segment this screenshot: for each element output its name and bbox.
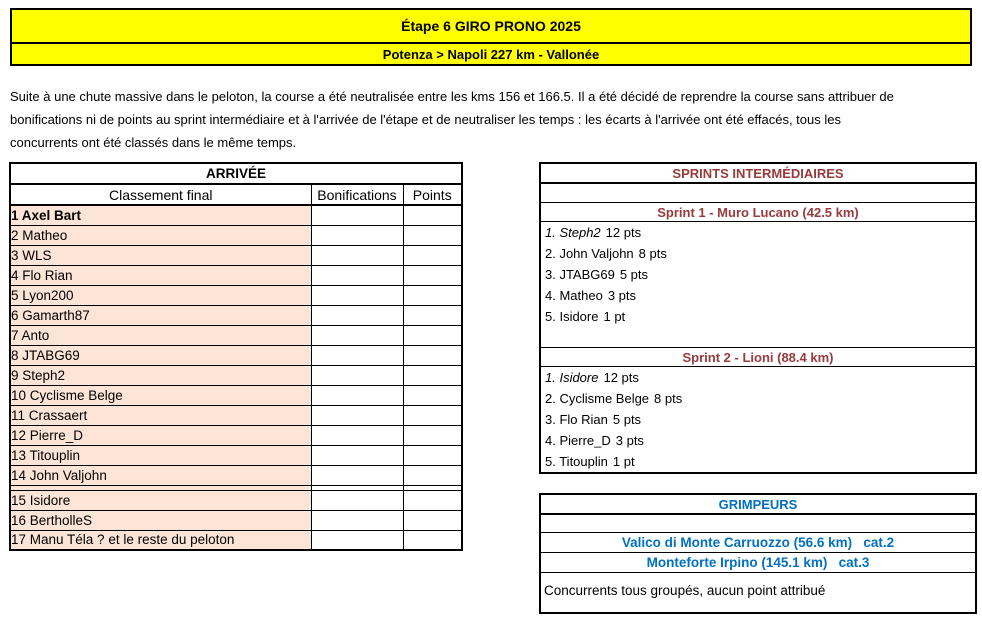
table-row: [10, 405, 462, 425]
arrivee-header-row: [10, 184, 462, 205]
sprint-item: [541, 243, 975, 264]
rider-name-cell: 10 Cyclisme Belge: [10, 385, 311, 405]
table-row: [10, 345, 462, 365]
points-cell: [403, 530, 462, 550]
rider-name-cell: 1 Axel Bart: [10, 205, 311, 225]
points-cell: [403, 265, 462, 285]
sprint1-header: Sprint 1 - Muro Lucano (42.5 km): [541, 202, 975, 222]
points-cell: [403, 285, 462, 305]
bonifications-cell: [311, 265, 403, 285]
climb-row: Monteforte Irpino (145.1 km) cat.3: [541, 553, 975, 573]
points-cell: [403, 325, 462, 345]
empty-row: [541, 327, 975, 347]
rider-name-cell: 3 WLS: [10, 245, 311, 265]
sprint-item-rank-name: 1. Isidore: [545, 370, 599, 385]
sprint-item-rank-name: 5. Isidore: [545, 309, 599, 324]
intro-paragraph: [10, 85, 972, 154]
rider-name-cell: 5 Lyon200: [10, 285, 311, 305]
bonifications-cell: [311, 530, 403, 550]
sprint-item: [541, 264, 975, 285]
sprint2-header: Sprint 2 - Lioni (88.4 km): [541, 347, 975, 367]
table-row: [10, 245, 462, 265]
sprint-item: [541, 367, 975, 388]
sprint1-list: [541, 222, 975, 327]
arrivee-table: [9, 162, 463, 551]
points-cell: [403, 345, 462, 365]
sprint-item-points: 1 pt: [612, 454, 635, 469]
sprint-item-rank-name: 3. Flo Rian: [545, 412, 608, 427]
sprint-item-points: 3 pts: [615, 433, 644, 448]
bonifications-cell: [311, 305, 403, 325]
bonifications-cell: [311, 405, 403, 425]
table-row: [10, 305, 462, 325]
rider-name-cell: 11 Crassaert: [10, 405, 311, 425]
sprint-item-points: 5 pts: [612, 412, 642, 427]
sprint2-list: [541, 367, 975, 472]
arrivee-title-row: [10, 163, 462, 184]
sprint-item-points: 5 pts: [619, 267, 649, 282]
stage-subtitle: Potenza > Napoli 227 km - Vallonée: [382, 46, 600, 62]
grimpeurs-note: Concurrents tous groupés, aucun point attribué: [544, 583, 826, 598]
points-cell: [403, 510, 462, 530]
sprint-item: [541, 285, 975, 306]
sprint-item: [541, 306, 975, 327]
sprint-item-points: 3 pts: [607, 288, 637, 303]
table-row: [10, 365, 462, 385]
points-cell: [403, 385, 462, 405]
sprints-title: SPRINTS INTERMÉDIAIRES: [541, 164, 975, 184]
points-cell: [403, 445, 462, 465]
sprint-item-rank-name: 5. Titouplin: [545, 454, 608, 469]
sprint-item: [541, 388, 975, 409]
col-points: Points: [403, 184, 462, 205]
bonifications-cell: [311, 225, 403, 245]
rider-name-cell: 8 JTABG69: [10, 345, 311, 365]
rider-name-cell: 15 Isidore: [10, 490, 311, 510]
points-cell: [403, 225, 462, 245]
stage-banner: [10, 8, 972, 66]
intro-line: bonifications ni de points au sprint intermédiaire et à l'arrivée de l'étape et de neutraliser les temps : les écarts à l'arrivée ont été effacés, tous les: [10, 112, 841, 127]
rider-name-cell: 12 Pierre_D: [10, 425, 311, 445]
bonifications-cell: [311, 325, 403, 345]
stage-title: Étape 6 GIRO PRONO 2025: [12, 10, 970, 44]
bonifications-cell: [311, 510, 403, 530]
bonifications-cell: [311, 245, 403, 265]
points-cell: [403, 245, 462, 265]
rider-name-cell: 13 Titouplin: [10, 445, 311, 465]
rider-name-cell: 17 Manu Téla ? et le reste du peloton: [10, 530, 311, 550]
col-bonifications: Bonifications: [311, 184, 403, 205]
points-cell: [403, 365, 462, 385]
sprint-item-points: 8 pts: [638, 246, 667, 261]
sprints-box: [539, 162, 977, 474]
rider-name-cell: 9 Steph2: [10, 365, 311, 385]
empty-row: [541, 515, 975, 533]
rider-name-cell: 14 John Valjohn: [10, 465, 311, 485]
rider-name-cell: 2 Matheo: [10, 225, 311, 245]
table-row: [10, 285, 462, 305]
rider-name-cell: 4 Flo Rian: [10, 265, 311, 285]
rider-name-cell: 6 Gamarth87: [10, 305, 311, 325]
rider-name-cell: 16 BertholleS: [10, 510, 311, 530]
bonifications-cell: [311, 445, 403, 465]
table-row: [10, 465, 462, 485]
rider-name-cell: 7 Anto: [10, 325, 311, 345]
points-cell: [403, 425, 462, 445]
bonifications-cell: [311, 425, 403, 445]
grimpeurs-box: [539, 493, 977, 614]
table-row: [10, 265, 462, 285]
points-cell: [403, 465, 462, 485]
sprint-item: [541, 451, 975, 472]
sprint-item: [541, 430, 975, 451]
points-cell: [403, 305, 462, 325]
bonifications-cell: [311, 490, 403, 510]
grimpeurs-title: GRIMPEURS: [541, 495, 975, 515]
sprint-item-rank-name: 2. Cyclisme Belge: [545, 391, 650, 406]
right-column: [539, 162, 977, 614]
intro-line: concurrents ont été classés dans le même temps.: [10, 135, 297, 150]
sprint-item-rank-name: 3. JTABG69: [545, 267, 615, 282]
table-row: [10, 385, 462, 405]
intro-line: Suite à une chute massive dans le peloton, la course a été neutralisée entre les kms 156 et 166.5. Il a été décidé de reprendre la course sans attribuer de: [10, 89, 894, 104]
table-row: [10, 325, 462, 345]
col-classement-final: Classement final: [10, 184, 311, 205]
table-row: [10, 205, 462, 225]
arrivee-title: ARRIVÉE: [10, 163, 462, 184]
table-row: [10, 225, 462, 245]
sprint-item-points: 1 pt: [603, 309, 626, 324]
table-row: [10, 445, 462, 465]
sprint-item-points: 8 pts: [654, 391, 683, 406]
bonifications-cell: [311, 465, 403, 485]
content-columns: [9, 162, 982, 614]
table-row: [10, 490, 462, 510]
points-cell: [403, 205, 462, 225]
sprint-item-rank-name: 1. Steph2: [545, 225, 601, 240]
sprint-item-rank-name: 4. Matheo: [545, 288, 603, 303]
climb-row: Valico di Monte Carruozzo (56.6 km) cat.2: [541, 533, 975, 553]
points-cell: [403, 490, 462, 510]
sprint-item-rank-name: 2. John Valjohn: [545, 246, 634, 261]
sprint-item: [541, 222, 975, 243]
bonifications-cell: [311, 205, 403, 225]
points-cell: [403, 405, 462, 425]
sprint-item-points: 12 pts: [603, 370, 639, 385]
table-row: [10, 425, 462, 445]
bonifications-cell: [311, 345, 403, 365]
sprint-item-rank-name: 4. Pierre_D: [545, 433, 611, 448]
table-row: [10, 510, 462, 530]
empty-row: [541, 184, 975, 202]
sprint-item: [541, 409, 975, 430]
bonifications-cell: [311, 385, 403, 405]
bonifications-cell: [311, 365, 403, 385]
sprint-item-points: 12 pts: [605, 225, 642, 240]
table-row: [10, 530, 462, 550]
bonifications-cell: [311, 285, 403, 305]
